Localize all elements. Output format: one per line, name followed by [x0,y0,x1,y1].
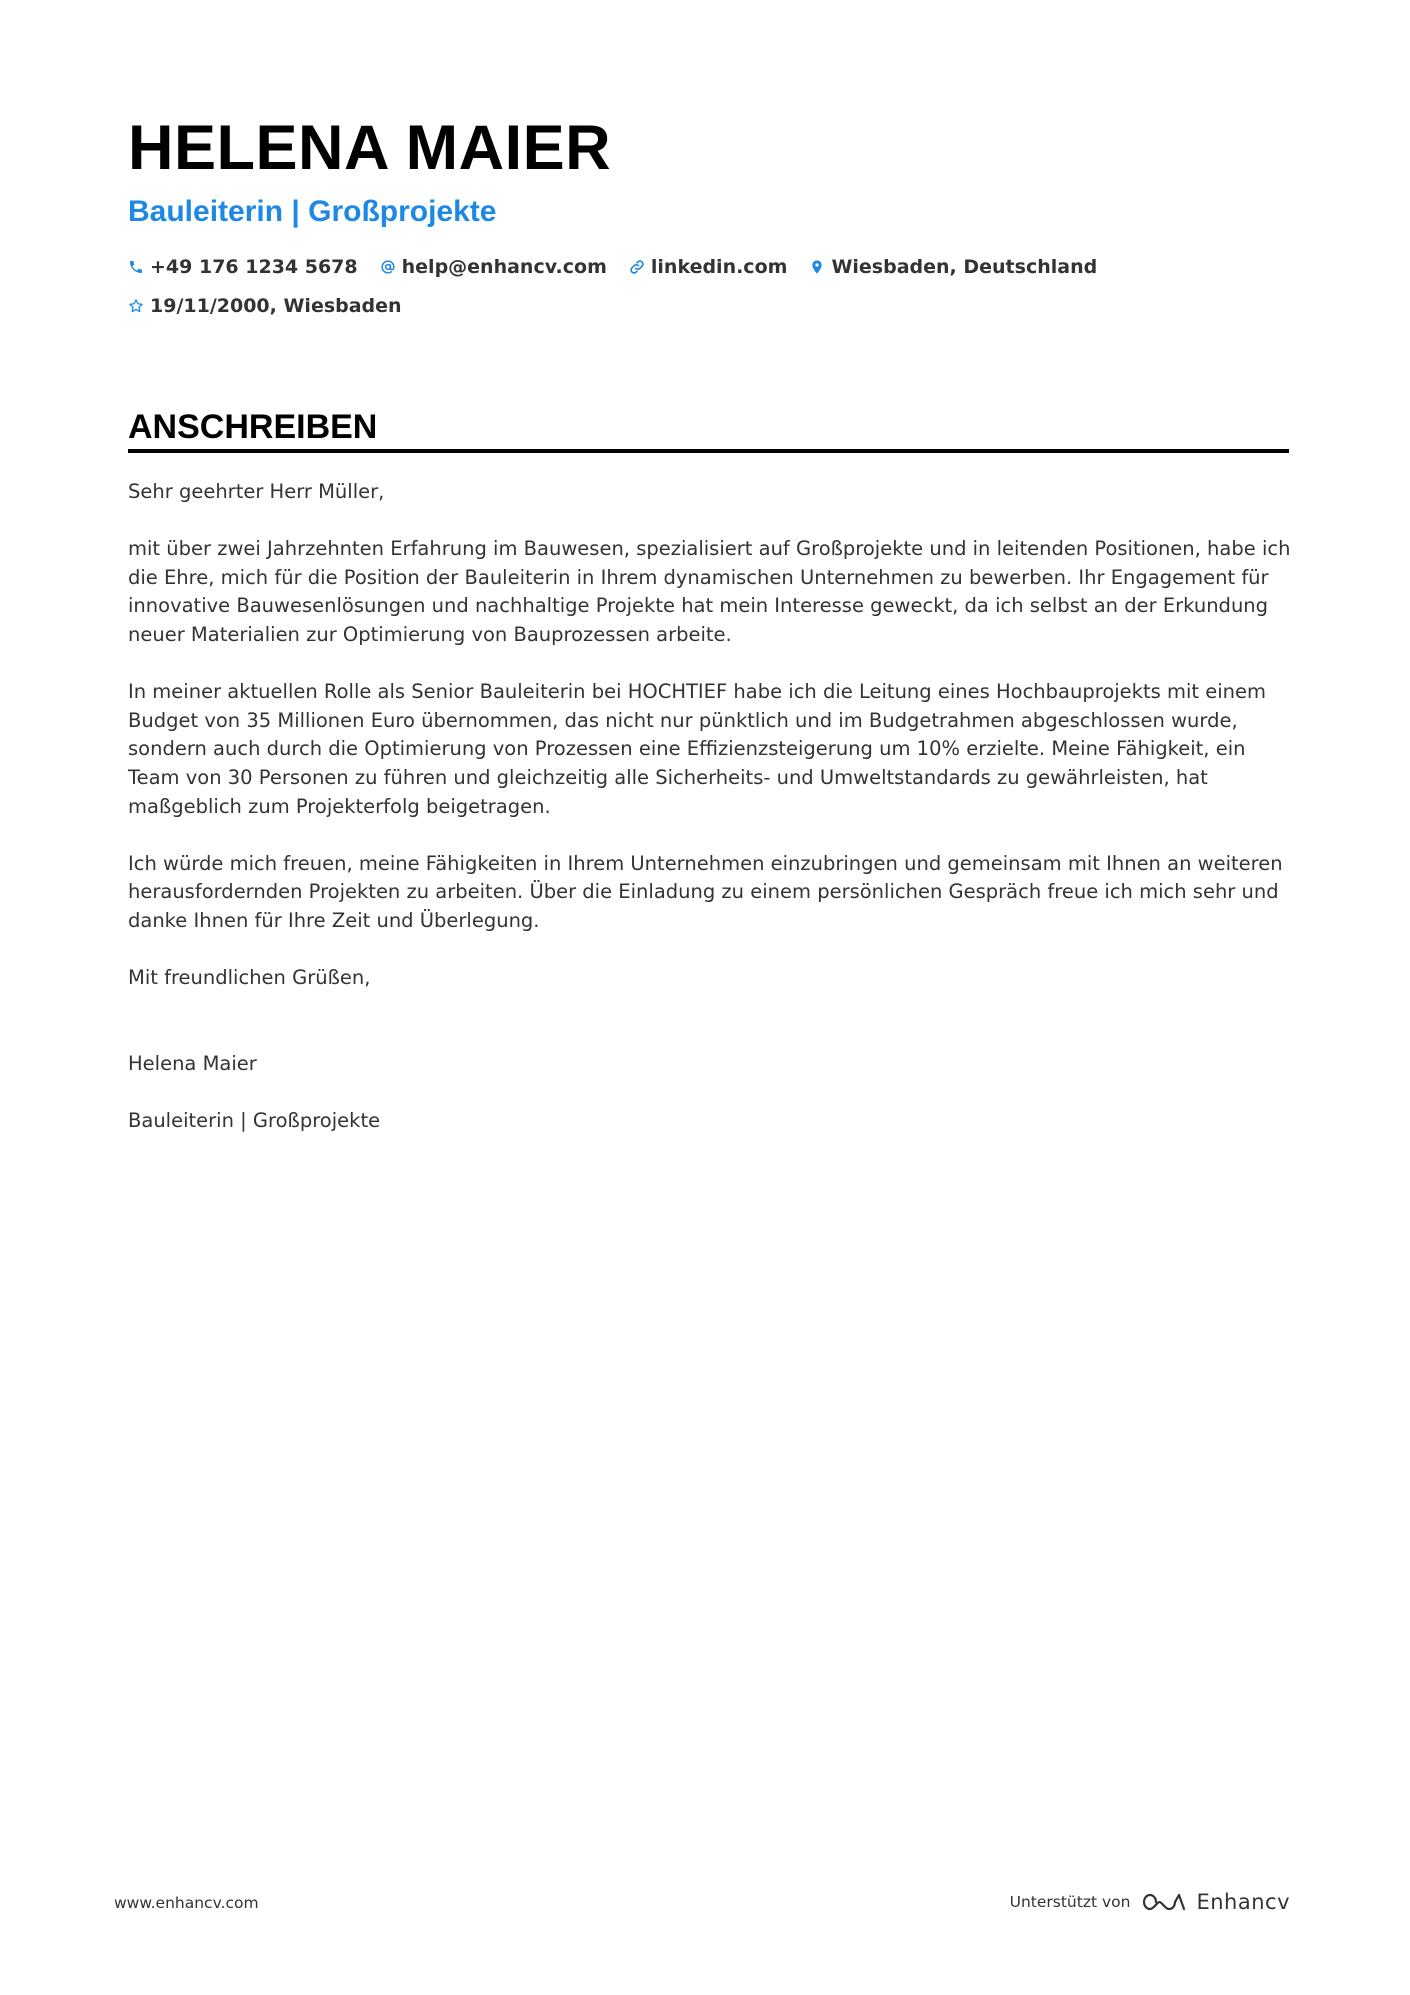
brand-name: Enhancv [1196,1890,1290,1914]
contact-linkedin-text: linkedin.com [650,256,788,278]
contact-location-text: Wiesbaden, Deutschland [831,256,1098,278]
phone-icon [128,259,144,275]
contact-phone [128,256,358,278]
contact-email[interactable] [380,256,607,278]
letter-paragraph: mit über zwei Jahrzehnten Erfahrung im Bauwesen, spezialisiert auf Großprojekte und in leitenden Positionen, habe ich die Ehre, mich für die Position der Bauleiterin in Ihrem dynamischen Unternehmen zu bewerben. Ihr Engagement für innovative Bauwesenlösungen und nachhaltige Projekte hat mein Interesse geweckt, da ich selbst an der Erkundung neuer Materialien zur Optimierung von Bauprozessen arbeite. [128,537,1291,646]
letter-paragraph: In meiner aktuellen Rolle als Senior Bauleiterin bei HOCHTIEF habe ich die Leitung eines Hochbauprojekts mit einem Budget von 35 Millionen Euro übernommen, das nicht nur pünktlich und im Budgetrahmen abgeschlossen wurde, sondern auch durch die Optimierung von Prozessen eine Effizienzsteigerung um 10% erzielte. Meine Fähigkeit, ein Team von 30 Personen zu führen und gleichzeitig alle Sicherheits- und Umweltstandards zu gewährleisten, hat maßgeblich zum Projekterfolg beigetragen. [128,680,1266,818]
star-icon [128,298,144,314]
contact-location [809,256,1097,278]
enhancv-logo-icon [1142,1890,1186,1914]
powered-by-label: Unterstützt von [1009,1893,1131,1911]
contact-phone-text: +49 176 1234 5678 [150,256,358,278]
footer-url[interactable]: www.enhancv.com [114,1894,259,1912]
signature-title: Bauleiterin | Großprojekte [128,1108,381,1132]
applicant-title: Bauleiterin | Großprojekte [128,195,497,228]
applicant-name: HELENA MAIER [128,113,612,183]
link-icon [629,259,645,275]
location-pin-icon [809,259,825,275]
contact-birth [128,295,402,317]
footer-brand [1010,1884,1290,1920]
contact-linkedin[interactable] [629,256,788,278]
letter-body [128,478,1298,1164]
letter-closing: Mit freundlichen Grüßen, [128,966,371,990]
section-divider [128,449,1289,453]
contact-email-text: help@enhancv.com [401,256,607,278]
contact-birth-text: 19/11/2000, Wiesbaden [150,295,402,317]
letter-paragraph: Ich würde mich freuen, meine Fähigkeiten in Ihrem Unternehmen einzubringen und gemeinsam mit Ihnen an weiteren herausfordernden Projekten zu arbeiten. Über die Einladung zu einem persönlichen Gespräch freue ich mich sehr und danke Ihnen für Ihre Zeit und Überlegung. [128,851,1283,932]
at-icon [380,259,396,275]
section-title: ANSCHREIBEN [128,408,378,446]
contact-row [128,252,1119,282]
contact-row-secondary [128,291,424,321]
signature-name: Helena Maier [128,1051,257,1075]
letter-salutation: Sehr geehrter Herr Müller, [128,480,385,503]
